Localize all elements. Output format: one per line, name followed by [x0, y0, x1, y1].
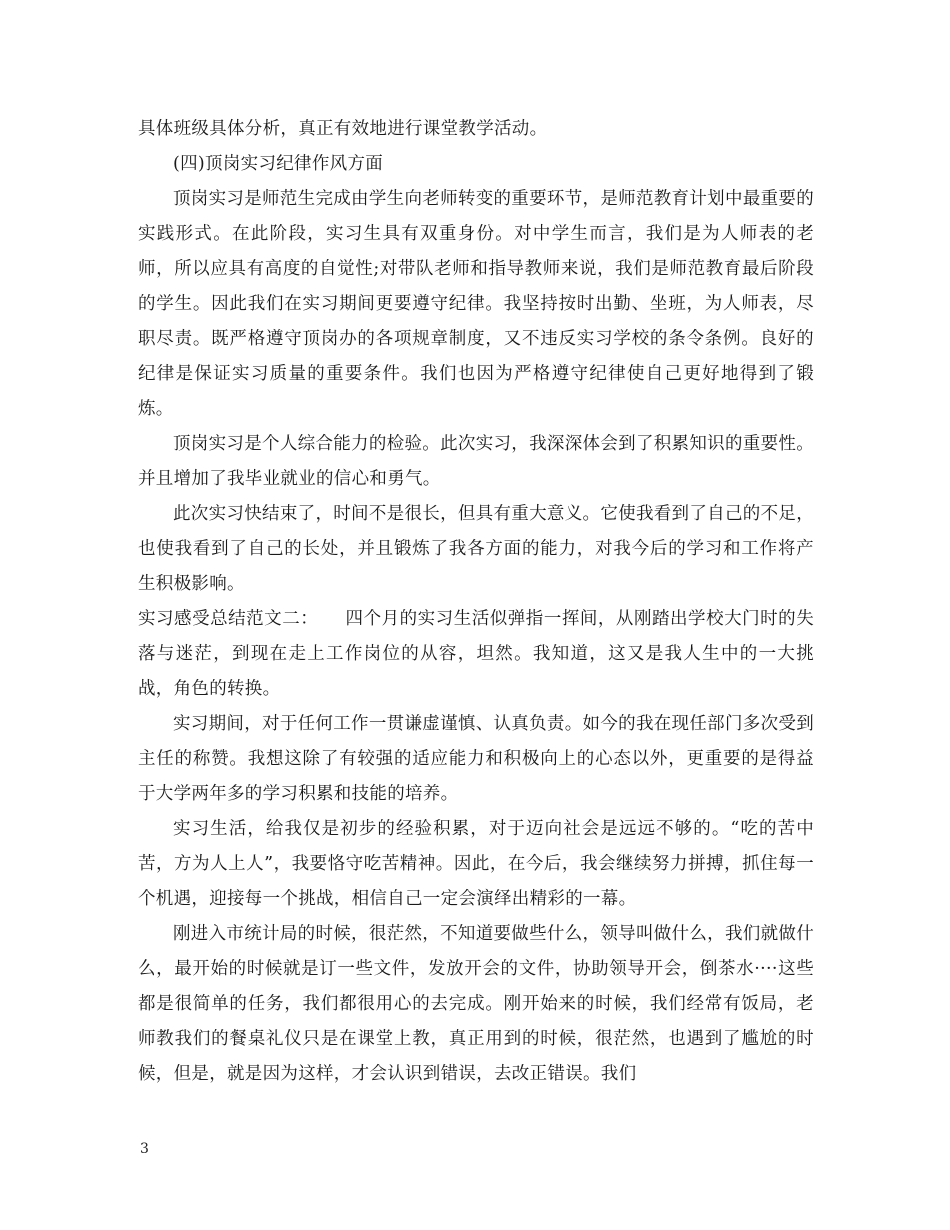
paragraph-discipline: 顶岗实习是师范生完成由学生向老师转变的重要环节，是师范教育计划中最重要的实践形式。在此阶段，实习生具有双重身份。对中学生而言，我们是为人师表的老师，所以应具有高度的自觉性;对带队老师和指导教师来说，我们是师范教育最后阶段的学生。因此我们在实习期间更要遵守纪律。我坚持按时出勤、坐班，为人师表，尽职尽责。既严格遵守顶岗办的各项规章制度，又不违反实习学校的条令条例。良好的纪律是保证实习质量的重要条件。我们也因为严格遵守纪律使自己更好地得到了锻炼。: [138, 189, 814, 419]
paragraph-statistics-bureau: 刚进入市统计局的时候，很茫然，不知道要做些什么，领导叫做什么，我们就做什么，最开始的时候就是订一些文件，发放开会的文件，协助领导开会，倒茶水····这些都是很简单的任务，我们都很用心的去完成。刚开始来的时候，我们经常有饭局，老师教我们的餐桌礼仪只是在课堂上教，真正用到的时候，很茫然，也遇到了尴尬的时候，但是，就是因为这样，才会认识到错误，去改正错误。我们: [138, 924, 814, 1084]
page-number: 3: [140, 1141, 149, 1157]
paragraph-significance: 此次实习快结束了，时间不是很长，但具有重大意义。它使我看到了自己的不足，也使我看到了自己的长处，并且锻炼了我各方面的能力，对我今后的学习和工作将产生积极影响。: [138, 504, 814, 594]
paragraph-experience: 实习生活，给我仅是初步的经验积累，对于迈向社会是远远不够的。“吃的苦中苦，方为人上人”，我要恪守吃苦精神。因此，在今后，我会继续努力拼搏，抓住每一个机遇，迎接每一个挑战，相信自己一定会演绎出精彩的一幕。: [138, 819, 814, 909]
paragraph-sample-two: 实习感受总结范文二： 四个月的实习生活似弹指一挥间，从刚踏出学校大门时的失落与迷茫，到现在走上工作岗位的从容，坦然。我知道，这又是我人生中的一大挑战，角色的转换。: [138, 609, 814, 699]
document-body: [138, 112, 814, 1092]
paragraph-attitude: 实习期间，对于任何工作一贯谦虚谨慎、认真负责。如今的我在现任部门多次受到主任的称赞。我想这除了有较强的适应能力和积极向上的心态以外，更重要的是得益于大学两年多的学习积累和技能的培养。: [138, 714, 814, 804]
paragraph-ability: 顶岗实习是个人综合能力的检验。此次实习，我深深体会到了积累知识的重要性。并且增加了我毕业就业的信心和勇气。: [138, 434, 814, 489]
paragraph-continuation: 具体班级具体分析，真正有效地进行课堂教学活动。: [138, 119, 548, 139]
section-heading: (四)顶岗实习纪律作风方面: [173, 154, 384, 174]
